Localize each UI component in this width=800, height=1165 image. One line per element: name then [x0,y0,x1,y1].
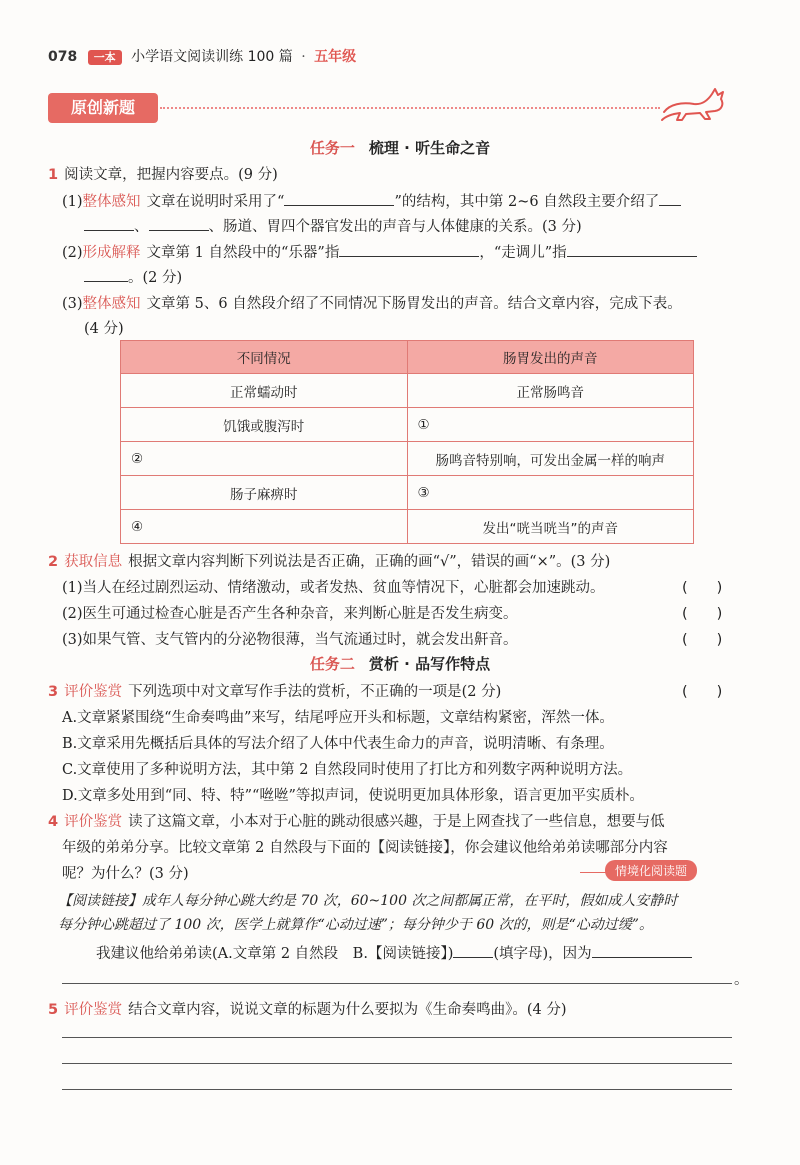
q1-p3-text-b: (4 分) [84,321,124,337]
q1-p1-blank-organ1-start[interactable] [659,191,681,206]
reading-link-line1: 【阅读链接】成年人每分钟心跳大约是 70 次，60~100 次之间都属正常，在平时，假如成人安静时 [58,893,678,909]
q4-answer-end: 。 [734,972,749,988]
grade-label: 五年级 [314,49,357,65]
q1-p1-text-d: 、肠道、胃四个器官发出的声音与人体健康的关系。(3 分) [208,219,582,235]
q3-option-b: B.文章采用先概括后具体的写法介绍了人体中代表生命力的声音，说明清晰、有条理。 [62,736,614,752]
task1-title [0,137,800,158]
q2-number: 2 [48,554,59,570]
table-cell: 肠子麻痹时 [121,476,408,510]
q5-answer-rule-3[interactable] [62,1089,732,1090]
q5-answer-rule-1[interactable] [62,1037,732,1038]
q1-p2-blank-instrument[interactable] [339,242,479,257]
q3-stem-line [48,680,501,701]
book-title: 小学语文阅读训练 100 篇 [131,49,293,65]
q3-stem: 下列选项中对文章写作手法的赏析，不正确的一项是(2 分) [128,684,502,700]
q2-item-3: (3)如果气管、支气管内的分泌物很薄，当气流通过时，就会发出鼾音。 [62,632,518,648]
q1-part2-line1 [62,241,697,262]
table-row [121,476,694,510]
table-cell: 肠鸣音特别响，可发出金属一样的响声 [407,442,694,476]
q1-p1-text-c: 、 [134,219,149,235]
q4-answer-reason-blank-start[interactable] [592,943,692,958]
q5-stem-line [48,998,567,1019]
q1-p1-blank-organ2[interactable] [149,216,209,231]
reading-link-line2: 每分钟心跳超过了 100 次，医学上就算作“心动过速”；每分钟少于 60 次的，则是“心动过缓”。 [58,917,653,933]
q4-answer-line [96,942,692,963]
task1-name: 梳理 · 听生命之音 [368,139,491,157]
q2-stem-line [48,550,610,571]
q1-p1-num: (1) [62,194,83,210]
task2-lead: 任务二 [309,655,355,673]
q1-part1-line2 [84,215,582,236]
running-header [48,46,356,66]
q3-option-a: A.文章紧紧围绕“生命奏鸣曲”来写，结尾呼应开头和标题，文章结构紧密，浑然一体。 [62,710,614,726]
table-row [121,408,694,442]
q2-answer-paren-1[interactable]: ( ) [682,580,723,596]
task1-lead: 任务一 [309,139,355,157]
q1-number: 1 [48,167,59,183]
header-dot: · [301,49,306,65]
q2-item-2: (2)医生可通过检查心脏是否产生各种杂音，来判断心脏是否发生病变。 [62,606,518,622]
task2-name: 赏析 · 品写作特点 [368,655,491,673]
q3-option-d: D.文章多处用到“同、特、特”“咝咝”等拟声词，使说明更加具体形象，语言更加平实质朴。 [62,788,644,804]
section-banner: 原创新题 [48,93,158,123]
q1-p2-blank-offtune[interactable] [84,267,128,282]
q3-option-c: C.文章使用了多种说明方法，其中第 2 自然段同时使用了打比方和列数字两种说明方法。 [62,762,633,778]
q1-part3-line1 [62,292,682,313]
q1-p2-text-a: 文章第 1 自然段中的“乐器”指 [146,245,340,261]
banner-dotted-line [160,107,660,109]
q1-p2-text-b: ，“走调儿”指 [479,245,567,261]
q1-stem: 阅读文章，把握内容要点。(9 分) [64,167,278,183]
table-header-sound: 肠胃发出的声音 [407,341,694,374]
cat-icon [660,86,732,122]
q2-stem: 根据文章内容判断下列说法是否正确，正确的画“√”，错误的画“×”。(3 分) [128,554,611,570]
q5-tag: 评价鉴赏 [64,1002,123,1018]
q4-answer-letter-blank[interactable] [453,943,493,958]
q1-p1-blank-structure[interactable] [284,191,394,206]
q4-answer-text-a: 我建议他给弟弟读(A.文章第 2 自然段 B.【阅读链接】) [96,946,454,962]
q2-tag: 获取信息 [64,554,123,570]
q4-answer-rule[interactable] [62,983,732,984]
table-cell-blank-4[interactable]: ④ [121,510,408,544]
q1-p1-tag: 整体感知 [82,194,141,210]
q2-answer-paren-2[interactable]: ( ) [682,606,723,622]
q4-tag: 评价鉴赏 [64,814,123,830]
table-cell-blank-2[interactable]: ② [121,442,408,476]
table-row [121,374,694,408]
q1-p1-text-a: 文章在说明时采用了“ [146,194,285,210]
q4-stem-line1 [48,810,738,831]
context-question-badge: 情境化阅读题 [605,860,697,881]
q1-stem-line [48,163,278,184]
q1-p2-num: (2) [62,245,83,261]
sound-table [120,340,694,544]
page-number: 078 [48,49,78,65]
table-cell: 正常蠕动时 [121,374,408,408]
q1-p3-num: (3) [62,296,83,312]
q1-p1-blank-organ1[interactable] [84,216,134,231]
q1-p3-text-a: 文章第 5、6 自然段介绍了不同情况下肠胃发出的声音。结合文章内容，完成下表。 [146,296,682,312]
q1-p1-text-b: ”的结构，其中第 2~6 自然段主要介绍了 [394,194,660,210]
q3-tag: 评价鉴赏 [64,684,123,700]
table-cell: 发出“咣当咣当”的声音 [407,510,694,544]
table-cell-blank-1[interactable]: ① [407,408,694,442]
q1-p2-blank-offtune-start[interactable] [567,242,697,257]
q2-item-1: (1)当人在经过剧烈运动、情绪激动，或者发热、贫血等情况下，心脏都会加速跳动。 [62,580,605,596]
table-cell: 正常肠鸣音 [407,374,694,408]
q1-part1-line1 [62,190,681,211]
book-logo: 一本 [88,50,122,65]
q5-answer-rule-2[interactable] [62,1063,732,1064]
q3-answer-paren[interactable]: ( ) [682,684,723,700]
task2-title [0,653,800,674]
q3-number: 3 [48,684,59,700]
pill-connector [580,872,606,873]
q5-number: 5 [48,1002,59,1018]
q4-number: 4 [48,814,59,830]
q1-p3-tag: 整体感知 [82,296,141,312]
table-row [121,442,694,476]
q1-part2-line2 [84,266,182,287]
q2-answer-paren-3[interactable]: ( ) [682,632,723,648]
table-header-situation: 不同情况 [121,341,408,374]
table-cell: 饥饿或腹泻时 [121,408,408,442]
table-header-row [121,341,694,374]
table-row [121,510,694,544]
q1-p2-text-c: 。(2 分) [128,270,183,286]
q5-stem: 结合文章内容，说说文章的标题为什么要拟为《生命奏鸣曲》。(4 分) [128,1002,567,1018]
table-cell-blank-3[interactable]: ③ [407,476,694,510]
q1-p2-tag: 形成解释 [82,245,141,261]
q4-line3: 呢？为什么？(3 分) [62,866,189,882]
q4-answer-text-b: (填字母)，因为 [493,946,592,962]
q4-line2: 年级的弟弟分享。比较文章第 2 自然段与下面的【阅读链接】，你会建议他给弟弟读哪部分内容 [62,840,668,856]
q1-part3-line2 [84,317,124,338]
q4-line1: 读了这篇文章，小本对于心脏的跳动很感兴趣，于是上网查找了一些信息，想要与低 [128,814,665,830]
